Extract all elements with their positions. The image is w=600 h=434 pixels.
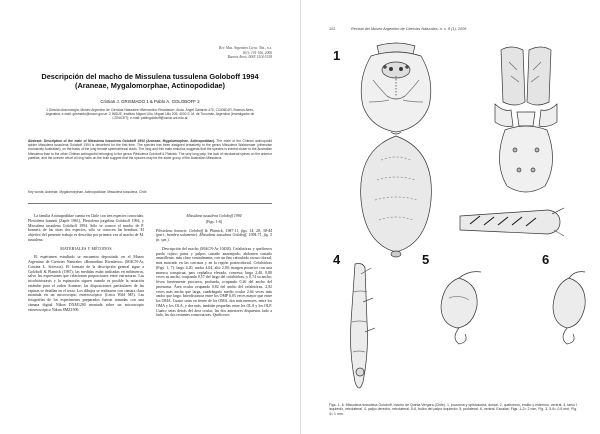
figure-label-1: 1 [333,48,341,63]
figure-1-dorsal-habitus [351,40,441,270]
description-paragraph: Descripción del macho (MACN-Ar 10438). Cefalotórax y quelíceros pardo rojizo; patas y palpos castaño anaranjado; abdomen castaño amarillento, más claro ventralmente, con un fino reticulado oscuro dorsal, más marcado en las carcasas y en la región posterodorsal. Cefalotórax (Figs. 1, 7): largo 4,20, ancho 4,04, alto 2,00; margen posterior con una muesca conspicua; pars cephalica elevada, convexa; largo 2,40, 0,80 veces su ancho, ocupando 0,57 del largo del cefalotórax, y 0,74 su ancho; fóvea fuertemente procurva, profunda, ocupando 0,26 del ancho del proesoma. Área ocular ocupando 0,82 del ancho del cefalotórax, 2,92 veces más ancha que larga, cuadrángulo medio ocular 2,64 veces más ancho que largo. Interdistancia entre los OMP 6,05 veces mayor que entre los OMA. Cuatro setas en frente de los OMA, dos más menores, entre los OMA y los OLA, y dos más, también pequeñas entre los OLA y los OLP. Cuatro setas detrás del área ocular, las dos anteriores dispuestas lado a lado, las dos restantes consecutivas. Quelíceros [156,246,272,318]
journal-ref-line2: 8(1): 101-106, 2006 [242,50,272,55]
figure-label-5: 5 [422,252,430,267]
section-heading-methods: MATERIALES Y MÉTODOS [60,246,112,251]
journal-reference [219,46,272,60]
figure-6-bulb-ventral [545,268,595,348]
abstract-label: Abstract: Description of the male of Missulena tussulena Goloboff 1994 (Araneae, Mygalomorphae, Actinopodidae). [28,139,216,143]
abstract-text: The male of the Chilean actinopodid spider Missulena tussulena Goloboff 1994 is described for the first time. The species has been assigned tentatively to the genus Missulena Walckenaer (otherwise exclusively Australian), on the basis of the long female spermathecal ducts. The long and thin male embolus suggests that the species is indeed closer to the Australian Missulena than to the other Chilean actinopodid belonging to the genus Plesiolena Goloboff & Platnick. The very long palp, the lack of retrolateral spines on the anterior patellae, and the uneven whorl of long hairs on the bulb suggest that the species may be the sister group of the Australian Missulena. [28,139,273,160]
article-title [30,72,270,90]
title-line2: (Araneae, Mygalomorphae, Actinopodidae) [74,81,226,90]
figure-label-4: 4 [333,252,341,267]
body-column-2 [156,214,272,322]
figure-3-tarsus [456,202,566,242]
synonymy: Plesiolena bonneti: Goloboff & Platnick, 1987:11, figs. 14, 28, 38-44 (part., hembra solamente). Missulena tussulena Goloboff, 1994:71, fig. 5 (n. syn.). [156,228,272,242]
body-column-1 [28,214,144,316]
abstract [28,139,272,160]
species-heading: Missulena tussulena Goloboff 1994 [186,214,242,218]
section-divider [28,203,272,204]
species-figures-ref: (Figs. 1-6) [205,219,223,224]
right-page [301,0,600,434]
figure-label-6: 6 [542,252,550,267]
figure-4-palp [341,262,381,397]
figure-2-ventral-chelicerae [481,42,571,202]
title-line1: Descripción del macho de Missulena tussulena Goloboff 1994 [41,72,259,81]
authors: Cristian J. GRISMADO 1 & Pablo A. GOLOBOFF 2 [100,99,200,104]
methods-paragraph: El espécimen estudiado se encuentra depositado en el Museo Argentino de Ciencias Naturales «Bernardino Rivadavia» (MACN-Ar, Cristina L. Scioscia). El formato de la descripción general sigue a Goloboff & Platnick (1987); las medidas están indicadas en milímetros, salvo las expresiones que relacionan proporciones entre estructuras. Las tricobotriotaxis y la espinación siguen cuando es posible la notación estándar para el orden Araneae; las disposiciones particulares de las espinas se detallan en el texto. Los dibujos se realizaron con cámara clara montada en un microscopio estereoscópico (Leica Wild M5). Las fotografías de los especímenes preparados fueron tomadas con una cámara digital Nikon DXM1200 montada sobre un microscopio estereoscópico Nikon SMZ1500. [28,255,144,312]
journal-ref-line1: Rev. Mus. Argentino Cienc. Nat., n.s. [218,46,272,50]
keywords: Key words: Araneae, Mygalomorphae, Actinopodidae, Missulena tussulena, Chile [28,190,147,194]
figure-5-bulb-prolateral [429,268,489,348]
page-number: 102 [329,27,336,31]
intro-paragraph: La familia Actinopodidae cuenta en Chile con tres especies conocidas: Plesiolena bonneti (Zapfe 1961), Plesiolena jorgelina Goloboff 1994, y Missulena tussulena Goloboff 1994. Sólo se conoce el macho de P. bonneti; de las otras dos especies, sólo se conocen las hembras. El objetivo del presente trabajo es describir por primera vez al macho de M. tussulena. [28,214,144,242]
affiliation: 1 División Aracnología, Museo Argentino de Ciencias Naturales «Bernardino Rivadavia», Avda. Ángel Gallardo 470, C1405DJR, Buenos Aires, Argentina; e-mail: grismado@macn.gov.ar. 2 INSUE, Instituto Miguel Lillo, Miguel Lillo 205, 4000 S. M. de Tucumán, Argentina (investigador de CONICET); e-mail: pablogoloboff@csnat.unt.edu.ar [45,108,255,121]
figure-caption: Figs. 1- 6. Missulena tussulena Goloboff, macho de Quinta Vergara (Chile). 1, prosoma y opistosoma, dorsal. 2, quelíceros, endito y esternón, ventral. 3, tarso I izquierdo, retrolateral. 4, palpo derecho, retrolateral. 5-6, bulbo del palpo izquierdo: 5, prolateral. 6, ventral. Escalas: Figs. 1-2= 2 mm, Fig. 3, 5-6= 0,5 mm, Fig. 4= 1 mm. [329,403,577,416]
running-head-text: Revista del Museo Argentino de Ciencias Naturales, n. s. 8 (1), 2006 [351,27,467,31]
journal-ref-line3: Buenos Aires, ISSN 1514-5158 [227,55,272,60]
